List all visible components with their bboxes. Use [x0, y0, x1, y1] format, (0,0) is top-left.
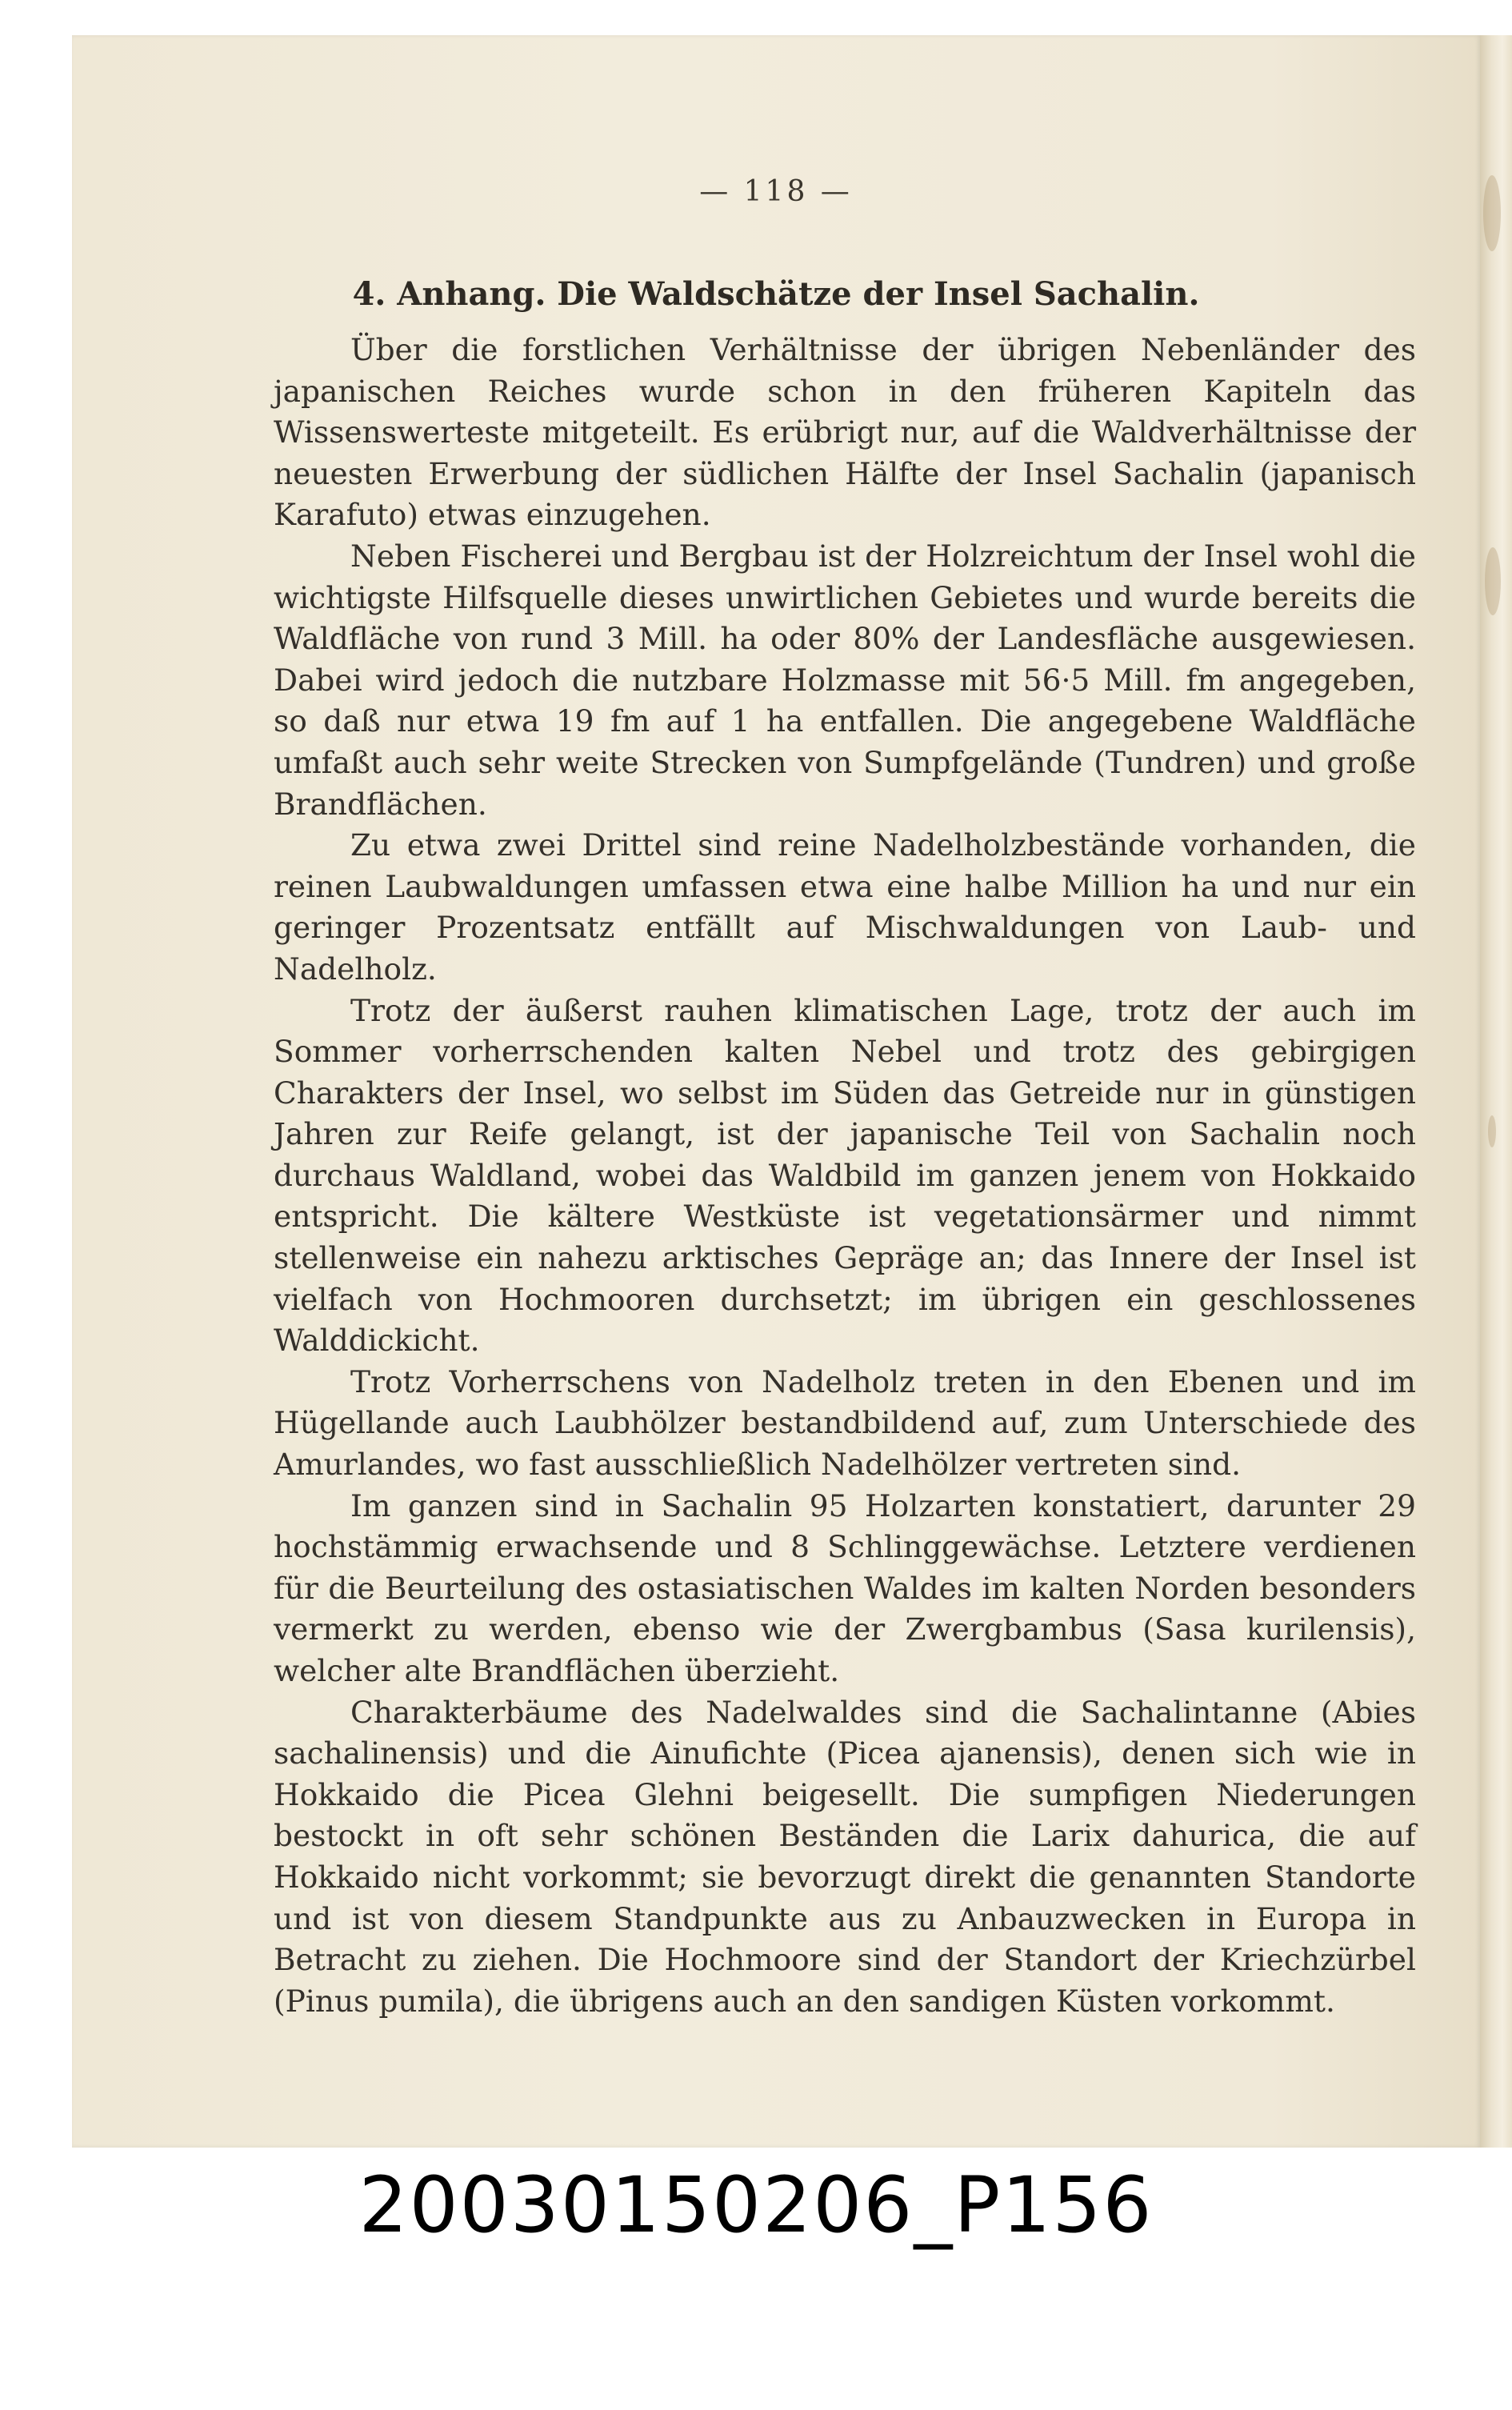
paragraph-5: Trotz Vorherrschens von Nadelholz treten in den Ebenen und im Hügellande auch Laubhölzer bestandbildend auf, zum Unterschiede des Amurlandes, wo fast ausschließlich Nadelhölzer vertreten sind. — [274, 1363, 1416, 1483]
paragraph-4: Trotz der äußerst rauhen klimatischen Lage, trotz der auch im Sommer vorherrschenden kalten Nebel und trotz des gebirgigen Charakters der Insel, wo selbst im Süden das Getreide nur in günstigen Jahren zur Reife gelangt, ist der japanische Teil von Sachalin noch durchaus Waldland, wobei das Waldbild im ganzen jenem von Hokkaido entspricht. Die kältere Westküste ist vegetationsärmer und nimmt stellenweise ein nahezu arktisches Gepräge an; das Innere der Insel ist vielfach von Hochmooren durchsetzt; im übrigen ein geschlossenes Walddickicht. — [274, 992, 1416, 1359]
page-edge — [1480, 35, 1512, 2148]
catalog-number-label: 20030150206_P156 — [358, 2160, 1154, 2250]
edge-stain — [1488, 1115, 1496, 1147]
section-heading: 4. Anhang. Die Waldschätze der Insel Sachalin. — [352, 275, 1200, 313]
paragraph-2: Neben Fischerei und Bergbau ist der Holzreichtum der Insel wohl die wichtigste Hilfsquelle dieses unwirtlichen Gebietes und wurde bereits die Waldfläche von rund 3 Mill. ha oder 80% der Landesfläche ausgewiesen. Dabei wird jedoch die nutzbare Holzmasse mit 56·5 Mill. fm angegeben, so daß nur etwa 19 fm auf 1 ha entfallen. Die angegebene Waldfläche umfaßt auch sehr weite Strecken von Sumpfgelände (Tundren) und große Brandflächen. — [274, 538, 1416, 822]
paragraph-1: Über die forstlichen Verhältnisse der übrigen Nebenländer des japanischen Reiches wurde schon in den früheren Kapiteln das Wissenswerteste mitgeteilt. Es erübrigt nur, auf die Waldverhältnisse der neuesten Erwerbung der südlichen Hälfte der Insel Sachalin (japanisch Karafuto) etwas einzugehen. — [274, 332, 1416, 533]
paragraph-6: Im ganzen sind in Sachalin 95 Holzarten konstatiert, darunter 29 hochstämmig erwachsende und 8 Schlinggewächse. Letztere verdienen für die Beurteilung des ostasiatischen Waldes im kalten Norden besonders vermerkt zu werden, ebenso wie der Zwergbambus (Sasa kurilensis), welcher alte Brandflächen überzieht. — [274, 1487, 1416, 1688]
paragraph-3: Zu etwa zwei Drittel sind reine Nadelholzbestände vorhanden, die reinen Laubwaldungen umfassen etwa eine halbe Million ha und nur ein geringer Prozentsatz entfällt auf Mischwaldungen von Laub- und Nadelholz. — [274, 827, 1416, 987]
paragraph-7: Charakterbäume des Nadelwaldes sind die Sachalintanne (Abies sachalinensis) und die Ainufichte (Picea ajanensis), denen sich wie in Hokkaido die Picea Glehni beigesellt. Die sumpfigen Niederungen bestockt in oft sehr schönen Beständen die Larix dahurica, die auf Hokkaido nicht vorkommt; sie bevorzugt direkt die genannten Standorte und ist von diesem Standpunkte aus zu Anbauzwecken in Europa in Betracht zu ziehen. Die Hochmoore sind der Standort der Kriechzürbel (Pinus pumila), die übrigens auch an den sandigen Küsten vorkommt. — [274, 1694, 1416, 2019]
scanned-page-area — [72, 35, 1512, 2148]
edge-stain — [1485, 547, 1501, 615]
body-text — [274, 330, 1416, 2022]
page-number: — 118 — — [699, 175, 853, 208]
book-page — [72, 35, 1480, 2148]
edge-stain — [1483, 175, 1501, 251]
